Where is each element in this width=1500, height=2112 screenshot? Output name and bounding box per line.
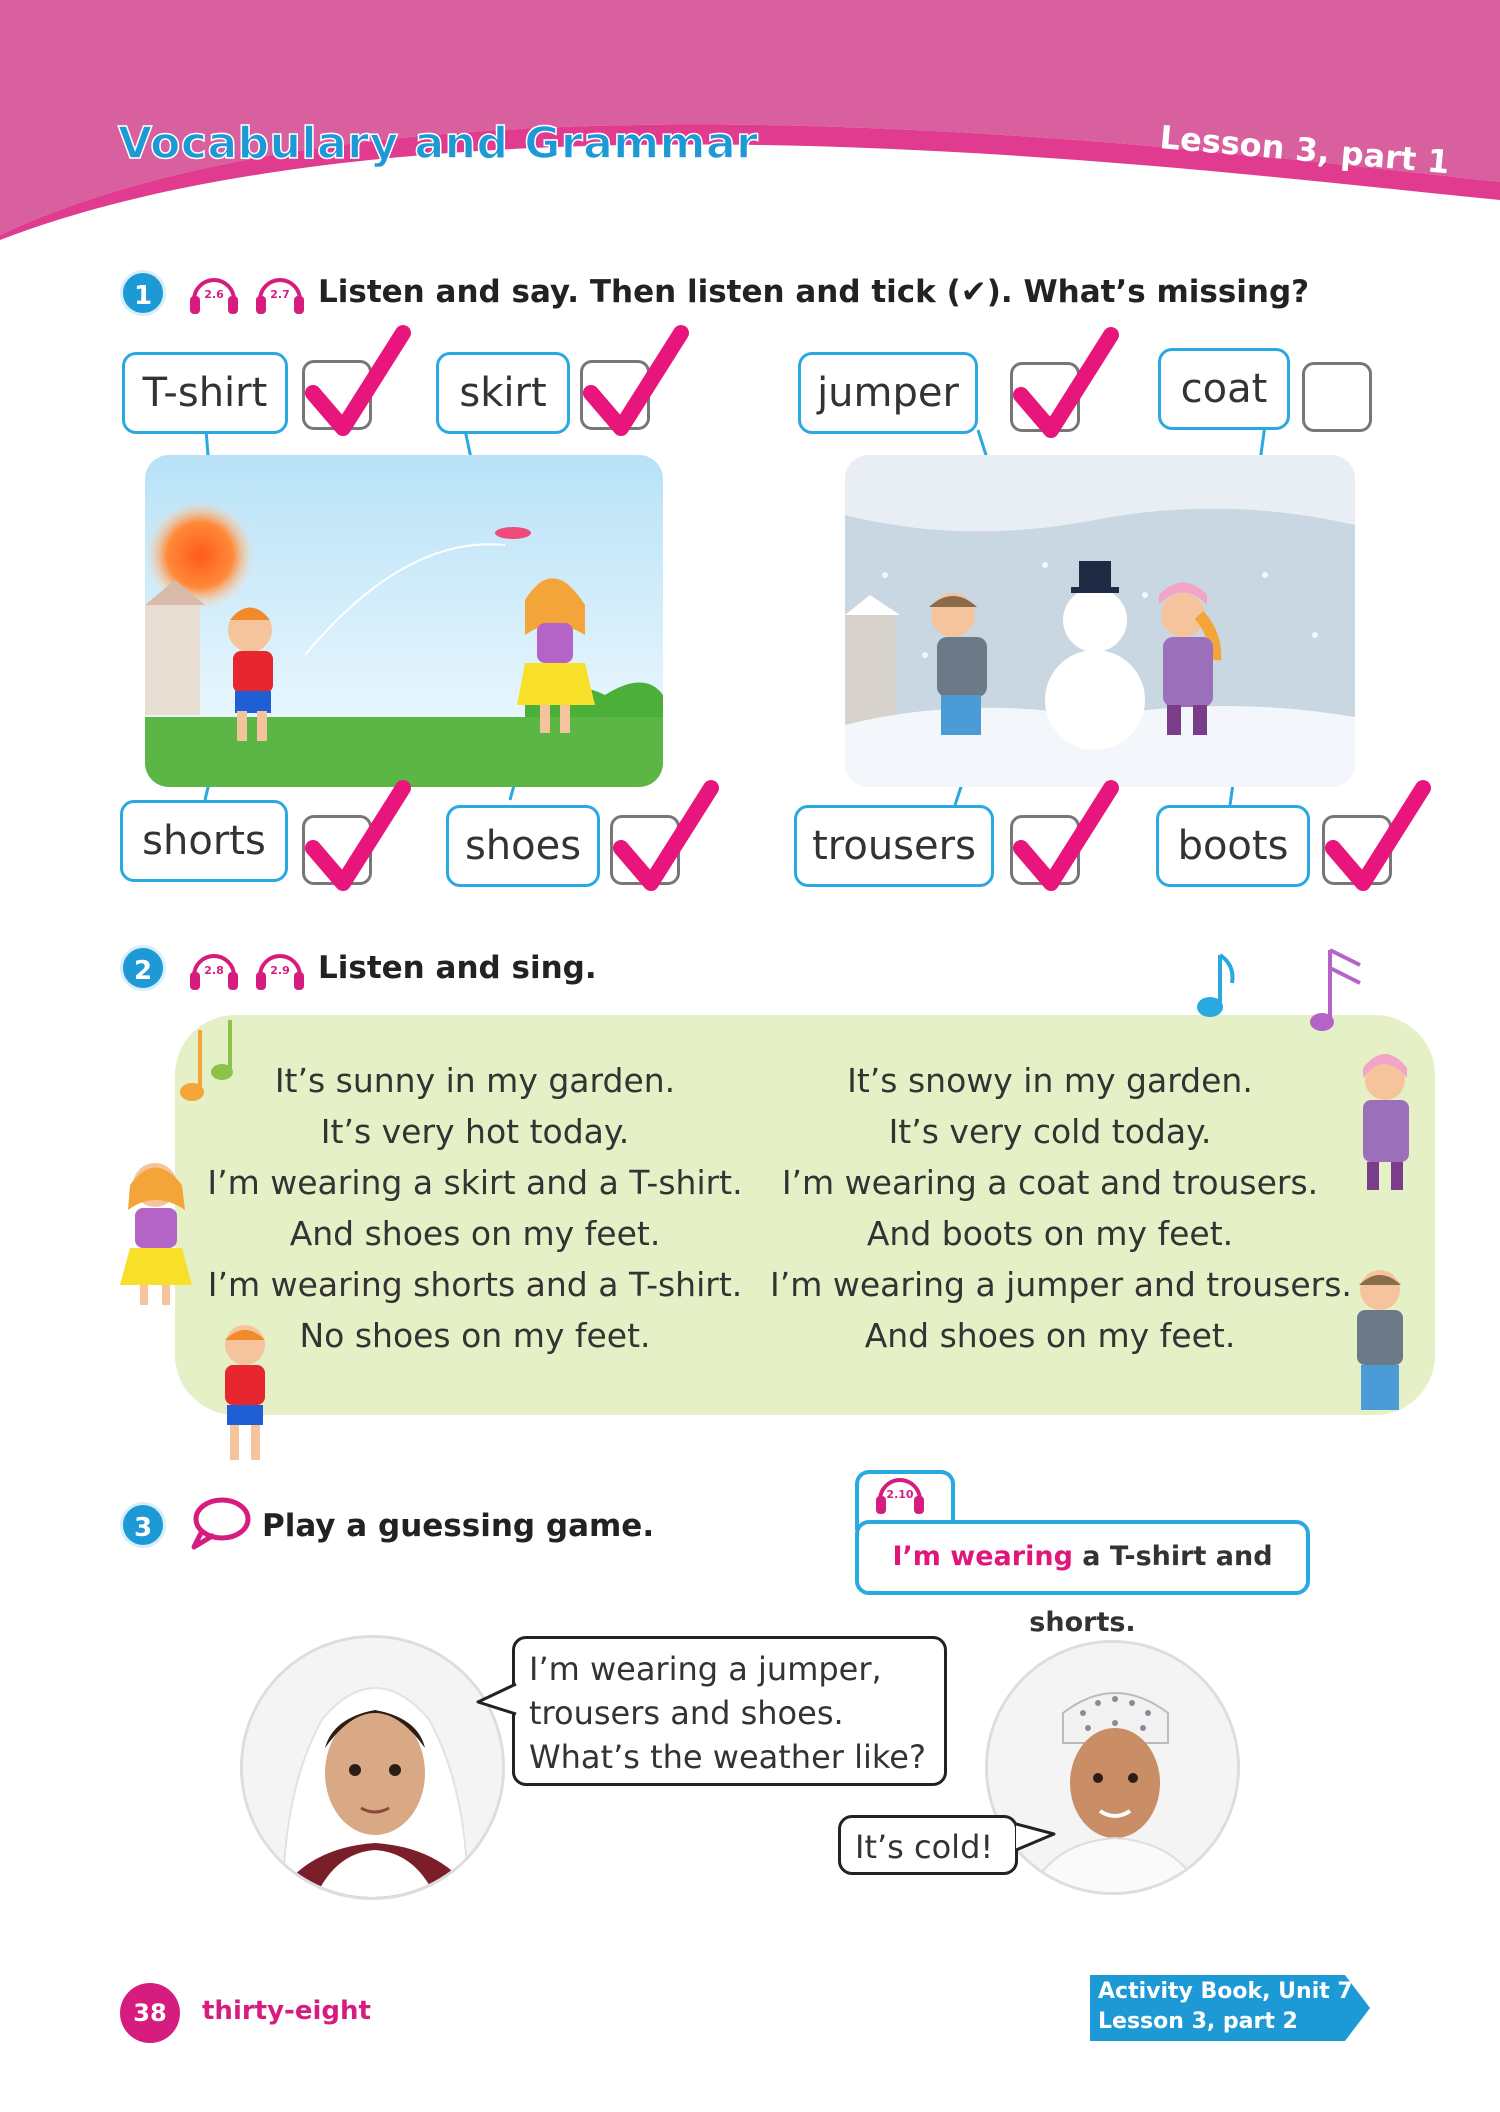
audio-track-label: 2.6 bbox=[204, 288, 224, 301]
audio-track-label: 2.9 bbox=[270, 964, 290, 977]
page-number: 38 bbox=[120, 1983, 180, 2043]
song-line: I’m wearing a jumper and trousers. bbox=[770, 1265, 1352, 1304]
headphones-icon[interactable] bbox=[186, 940, 242, 996]
song-line: I’m wearing a coat and trousers. bbox=[781, 1163, 1319, 1202]
song-line: It’s snowy in my garden. bbox=[847, 1061, 1253, 1100]
model-sentence-box bbox=[855, 1520, 1310, 1638]
tick-box-shoes[interactable] bbox=[610, 815, 680, 885]
audio-track-label: 2.7 bbox=[270, 288, 290, 301]
girl-winter-character bbox=[1335, 1040, 1435, 1200]
bubble-tail bbox=[476, 1680, 518, 1720]
bubble-line: trousers and shoes. bbox=[529, 1694, 844, 1732]
word-box-tshirt: T-shirt bbox=[122, 352, 288, 434]
tick-box-jumper[interactable] bbox=[1010, 362, 1080, 432]
music-note-icon bbox=[1300, 940, 1370, 1050]
exercise-number-2: 2 bbox=[120, 945, 166, 991]
song-line: It’s very cold today. bbox=[888, 1112, 1212, 1151]
song-line: And shoes on my feet. bbox=[289, 1214, 661, 1253]
exercise-2-instruction: Listen and sing. bbox=[318, 950, 597, 986]
tick-box-skirt[interactable] bbox=[580, 360, 650, 430]
word-box-skirt: skirt bbox=[436, 352, 570, 434]
song-line: It’s very hot today. bbox=[320, 1112, 630, 1151]
summer-scene-illustration bbox=[145, 455, 663, 787]
page-title: Vocabulary and Grammar bbox=[118, 118, 759, 169]
song-line: And shoes on my feet. bbox=[864, 1316, 1236, 1355]
song-line: I’m wearing shorts and a T-shirt. bbox=[207, 1265, 743, 1304]
song-line: It’s sunny in my garden. bbox=[274, 1061, 676, 1100]
exercise-number-1: 1 bbox=[120, 270, 166, 316]
boy-speech-bubble: It’s cold! bbox=[838, 1815, 1018, 1875]
audio-track-label: 2.8 bbox=[204, 964, 224, 977]
music-note-icon bbox=[1170, 945, 1250, 1035]
activity-book-line-1: Activity Book, Unit 7 bbox=[1098, 1979, 1353, 2004]
song-line: And boots on my feet. bbox=[866, 1214, 1234, 1253]
exercise-number-3: 3 bbox=[120, 1502, 166, 1548]
audio-track-label: 2.10 bbox=[886, 1488, 914, 1501]
boy-photo bbox=[985, 1640, 1240, 1895]
headphones-icon[interactable] bbox=[872, 1464, 928, 1520]
song-line: I’m wearing a skirt and a T-shirt. bbox=[207, 1163, 743, 1202]
model-highlight: I’m wearing bbox=[892, 1541, 1073, 1572]
tick-box-coat-empty[interactable] bbox=[1302, 362, 1372, 432]
bubble-line: I’m wearing a jumper, bbox=[529, 1650, 882, 1688]
song-verse-right bbox=[770, 1055, 1352, 1361]
exercise-1-instruction: Listen and say. Then listen and tick (✔). What’s missing? bbox=[318, 274, 1310, 310]
lesson-label: Lesson 3, part 1 bbox=[1158, 118, 1452, 182]
word-box-shoes: shoes bbox=[446, 805, 600, 887]
tick-box-tshirt[interactable] bbox=[302, 360, 372, 430]
bubble-line: What’s the weather like? bbox=[529, 1738, 926, 1776]
word-box-jumper: jumper bbox=[798, 352, 978, 434]
tick-box-boots[interactable] bbox=[1322, 815, 1392, 885]
activity-book-reference bbox=[1090, 1975, 1370, 2041]
tick-box-trousers[interactable] bbox=[1010, 815, 1080, 885]
model-rest: a T-shirt and shorts. bbox=[1029, 1541, 1273, 1638]
activity-book-line-2: Lesson 3, part 2 bbox=[1098, 2009, 1298, 2034]
word-box-boots: boots bbox=[1156, 805, 1310, 887]
exercise-3-instruction: Play a guessing game. bbox=[262, 1508, 655, 1544]
bubble-tail bbox=[1014, 1820, 1056, 1856]
song-line: No shoes on my feet. bbox=[299, 1316, 651, 1355]
page-number-words: thirty-eight bbox=[202, 1996, 371, 2026]
girl-photo bbox=[240, 1635, 505, 1900]
word-box-coat: coat bbox=[1158, 348, 1290, 430]
word-box-shorts: shorts bbox=[120, 800, 288, 882]
word-box-trousers: trousers bbox=[794, 805, 994, 887]
song-verse-left bbox=[195, 1055, 755, 1361]
headphones-icon[interactable] bbox=[252, 940, 308, 996]
girl-summer-character bbox=[100, 1150, 210, 1310]
tick-box-shorts[interactable] bbox=[302, 815, 372, 885]
winter-scene-illustration bbox=[845, 455, 1355, 787]
speech-bubble-icon bbox=[188, 1495, 252, 1553]
girl-speech-bubble bbox=[512, 1636, 947, 1786]
